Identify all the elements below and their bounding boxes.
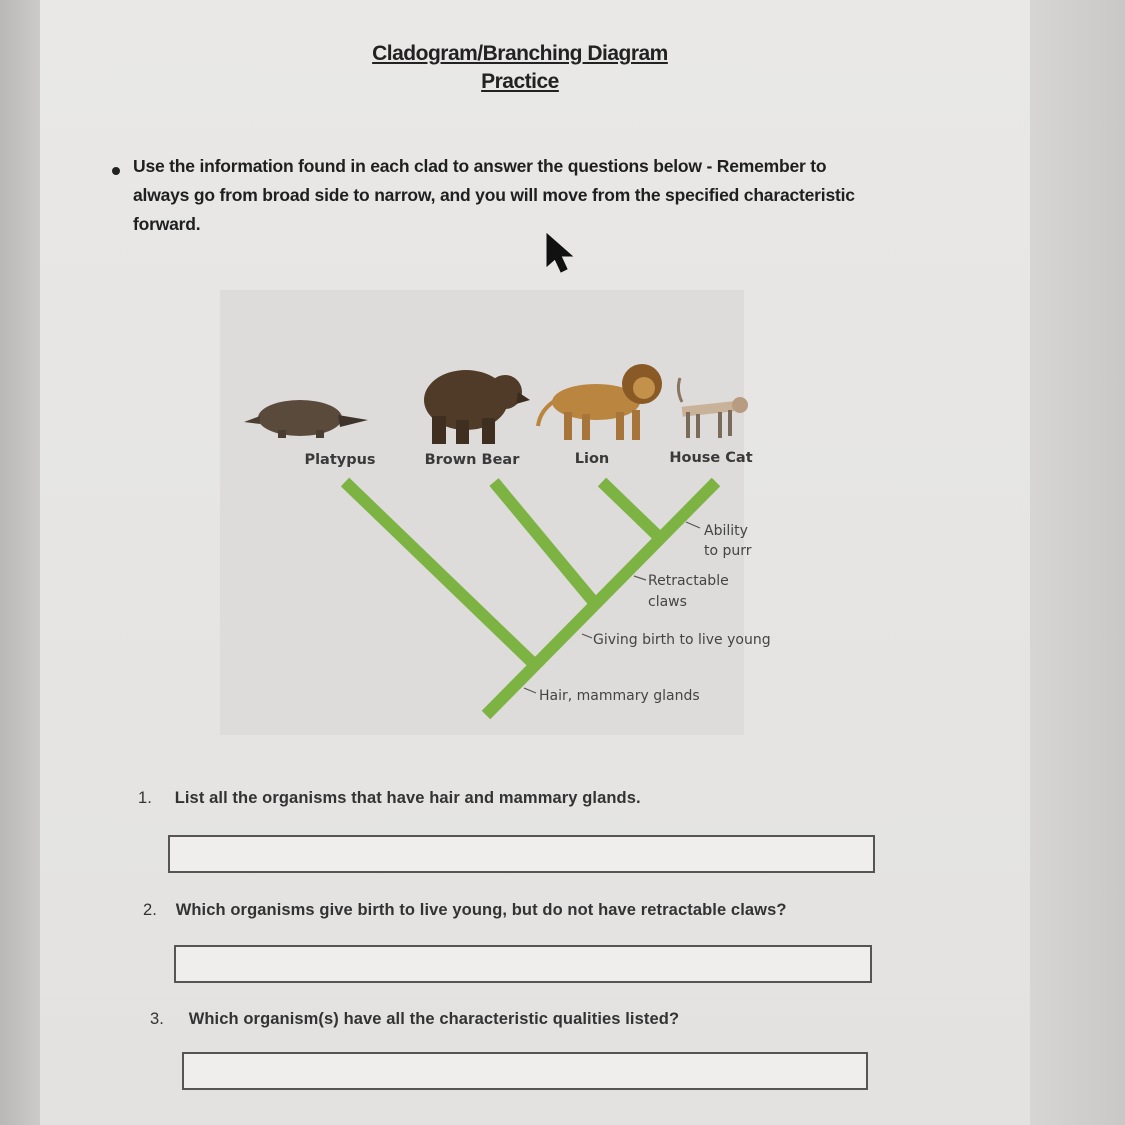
label-hair-mammary: Hair, mammary glands bbox=[539, 688, 700, 704]
cladogram-figure bbox=[220, 290, 771, 735]
question-2-number: 2. bbox=[143, 901, 157, 919]
label-lion: Lion bbox=[574, 451, 610, 467]
label-to-purr: to purr bbox=[704, 543, 752, 559]
platypus-image bbox=[244, 400, 368, 438]
label-platypus: Platypus bbox=[304, 452, 376, 468]
label-ability: Ability bbox=[704, 523, 748, 539]
question-1-text: List all the organisms that have hair and mammary glands. bbox=[174, 789, 641, 807]
question-3-number: 3. bbox=[150, 1010, 164, 1028]
branch-brown-bear bbox=[494, 482, 592, 600]
label-live-young: Giving birth to live young bbox=[593, 632, 771, 648]
question-1 bbox=[138, 789, 641, 808]
bullet-icon bbox=[112, 167, 120, 175]
cladogram-svg bbox=[220, 290, 771, 735]
label-claws: claws bbox=[648, 594, 687, 610]
question-2 bbox=[143, 901, 787, 920]
answer-field-2[interactable] bbox=[174, 945, 872, 983]
label-retractable: Retractable bbox=[648, 573, 729, 589]
question-3 bbox=[150, 1010, 679, 1029]
question-2-text: Which organisms give birth to live young, but do not have retractable claws? bbox=[175, 901, 787, 919]
label-house-cat: House Cat bbox=[669, 450, 753, 466]
brown-bear-image bbox=[424, 370, 530, 444]
page-title: Cladogram/Branching Diagram bbox=[372, 42, 668, 65]
instructions-text: Use the information found in each clad to answer the questions below - Remember to always go from broad side to narrow, and you will move from the specified characteristic forward. bbox=[133, 156, 855, 234]
page-subtitle: Practice bbox=[481, 70, 559, 93]
question-3-text: Which organism(s) have all the characteristic qualities listed? bbox=[188, 1010, 680, 1028]
lion-image bbox=[538, 364, 662, 440]
branch-lion bbox=[602, 482, 660, 538]
branch-platypus bbox=[345, 482, 538, 668]
document-page bbox=[40, 0, 1030, 1125]
mouse-pointer-icon bbox=[545, 232, 575, 274]
answer-field-3[interactable] bbox=[182, 1052, 868, 1090]
answer-field-1[interactable] bbox=[168, 835, 875, 873]
question-1-number: 1. bbox=[138, 789, 152, 807]
label-brown-bear: Brown Bear bbox=[424, 452, 520, 468]
house-cat-image bbox=[678, 378, 748, 438]
